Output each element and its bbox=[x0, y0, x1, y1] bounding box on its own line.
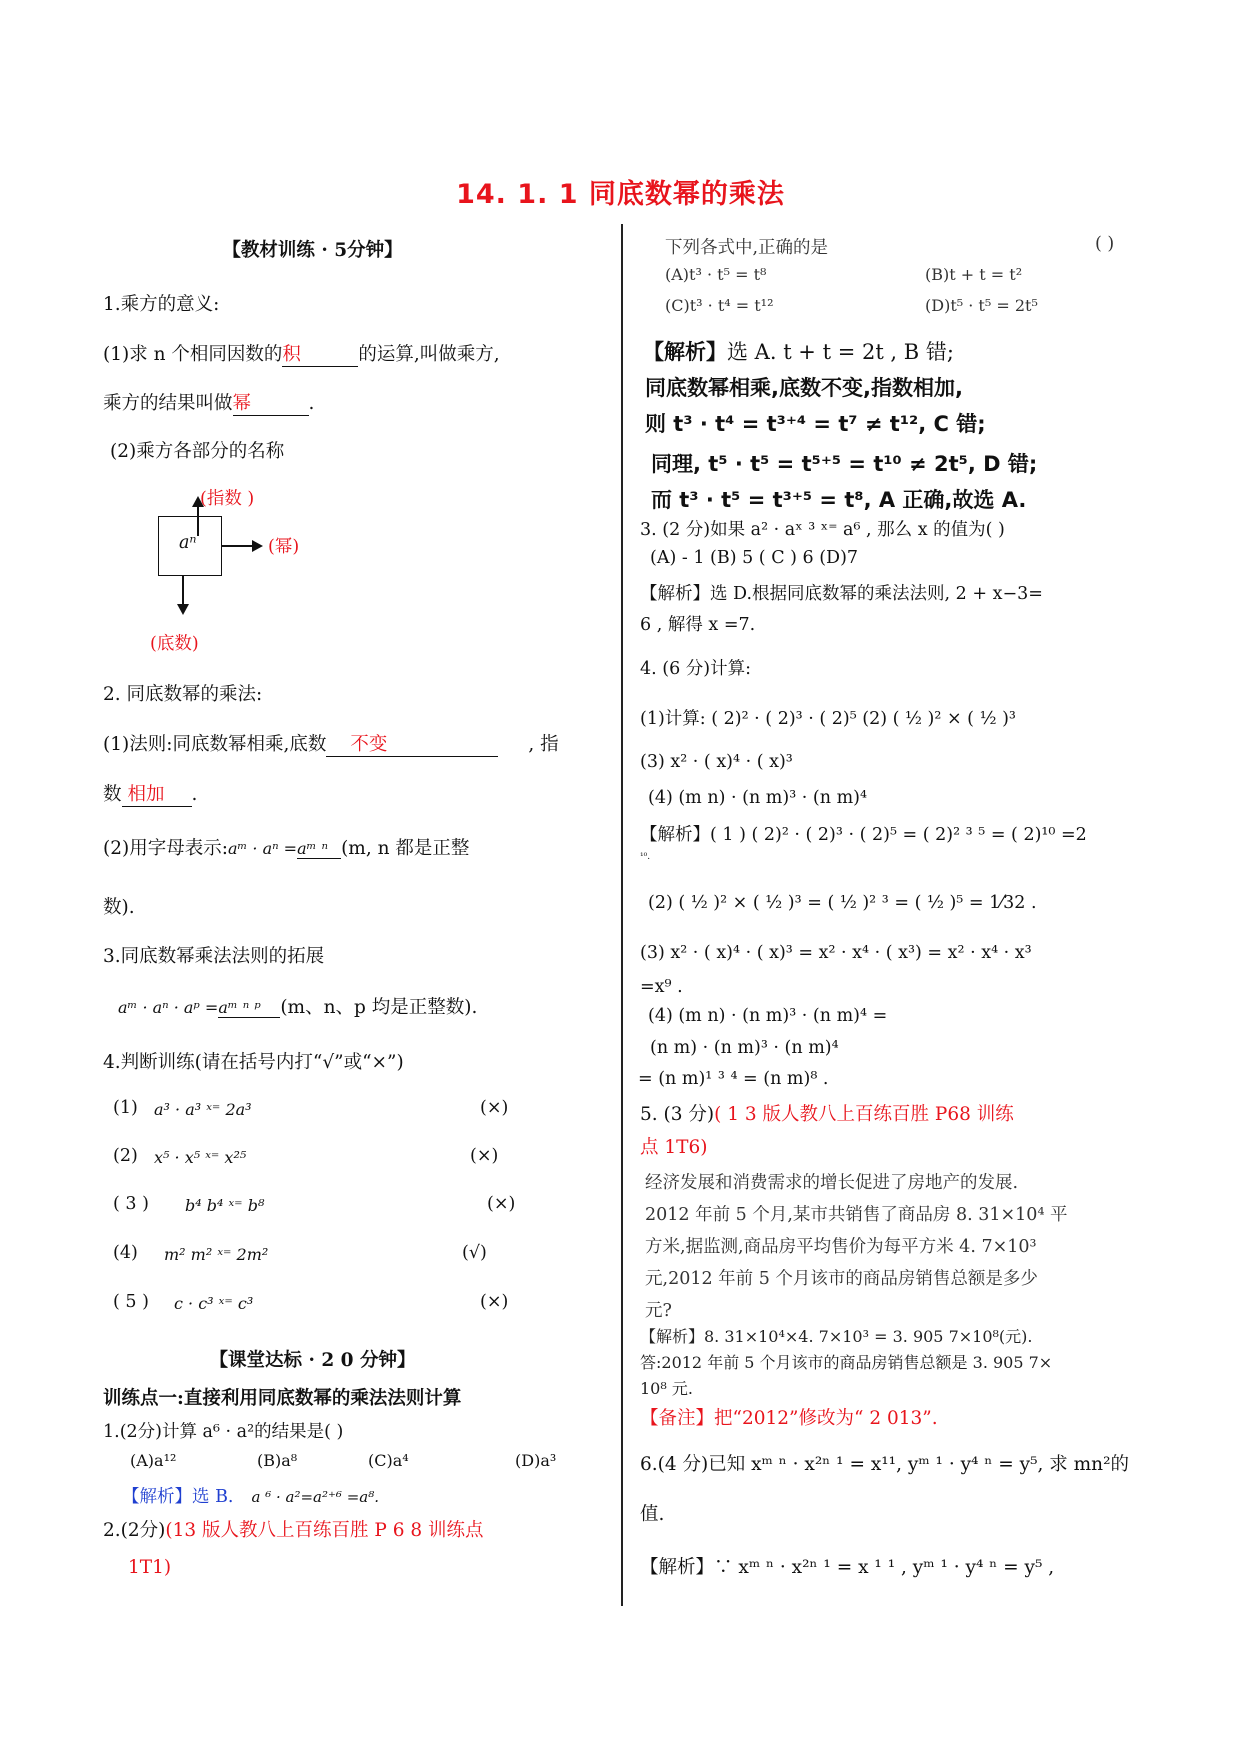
r-q4-analysis-3b: =x⁹ . bbox=[640, 977, 683, 997]
r-q4-4: (4) (m n) · (n m)³ · (n m)⁴ bbox=[648, 788, 868, 808]
r-q2-option-d: (D)t⁵ · t⁵ = 2t⁵ bbox=[925, 296, 1038, 315]
q4-item-expr: a³ · a³ ˣ⁼ 2a³ bbox=[154, 1100, 252, 1119]
r-q5-analysis-1: 【解析】8. 31×10⁴×4. 7×10³ = 3. 905 7×10⁸(元). bbox=[640, 1327, 1033, 1346]
q2-1-prefix: (1)法则:同底数幂相乘,底数 bbox=[103, 734, 327, 755]
q4-item-expr: m² m² ˣ⁼ 2m² bbox=[164, 1245, 269, 1264]
q2-heading: 2. 同底数幂的乘法: bbox=[103, 684, 263, 705]
q3-formula: aᵐ · aⁿ · aᵖ = bbox=[118, 998, 219, 1017]
page-title: 14. 1. 1 同底数幂的乘法 bbox=[456, 179, 785, 210]
p1-q2-note: (13 版人教八上百练百胜 P 6 8 训练点 bbox=[165, 1520, 484, 1541]
q3-suffix: (m、n、p 均是正整数). bbox=[280, 997, 478, 1018]
r-q3-analysis-2: 6 , 解得 x =7. bbox=[640, 615, 756, 635]
diagram-center: aⁿ bbox=[179, 533, 197, 553]
r-q3-analysis-1: 【解析】选 D.根据同底数幂的乘法法则, 2 + x−3= bbox=[640, 584, 1043, 604]
q2-2-prefix: (2)用字母表示: bbox=[103, 838, 228, 859]
q4-item-label: (1) bbox=[113, 1098, 138, 1118]
diagram-label-exponent: (指数 ) bbox=[200, 489, 255, 509]
p1-q1-option: (A)a¹² bbox=[130, 1451, 177, 1470]
q2-2-blank: aᵐ ⁿ bbox=[297, 839, 341, 859]
q4-item-expr: b⁴ b⁴ ˣ⁼ b⁸ bbox=[185, 1196, 265, 1215]
q4-item-answer: (×) bbox=[487, 1194, 516, 1214]
q4-item-label: (2) bbox=[113, 1146, 138, 1166]
r-q5-body-2: 2012 年前 5 个月,某市共销售了商品房 8. 31×10⁴ 平 bbox=[645, 1205, 1068, 1225]
r-q2-analysis-2: 同底数幂相乘,底数不变,指数相加, bbox=[645, 376, 963, 400]
q3-blank: aᵐ ⁿ ᵖ bbox=[218, 998, 280, 1018]
diagram-label-power: (幂) bbox=[268, 537, 300, 557]
q4-item-label: ( 3 ) bbox=[113, 1194, 149, 1214]
r-q2-option-c: (C)t³ · t⁴ = t¹² bbox=[665, 296, 774, 315]
r-q5-body-1: 经济发展和消费需求的增长促进了房地产的发展. bbox=[645, 1173, 1019, 1193]
q1-1b-prefix: 乘方的结果叫做 bbox=[103, 393, 233, 414]
r-q5-analysis-3: 10⁸ 元. bbox=[640, 1379, 693, 1398]
r-q5-body-4: 元,2012 年前 5 个月该市的商品房销售总额是多少 bbox=[645, 1269, 1038, 1289]
q2-1b-line bbox=[103, 780, 197, 807]
p1-q2-note2: 1T1) bbox=[128, 1557, 172, 1578]
column-divider bbox=[621, 224, 623, 1606]
diagram-arrow-up-line bbox=[197, 505, 199, 536]
p1-q1-option: (D)a³ bbox=[515, 1451, 557, 1470]
diagram-arrow-down-line bbox=[182, 575, 184, 606]
q3-heading: 3.同底数幂乘法法则的拓展 bbox=[103, 946, 325, 967]
q2-2b: 数). bbox=[103, 897, 135, 918]
r-q2-option-a: (A)t³ · t⁵ = t⁸ bbox=[665, 265, 767, 284]
r-q2-analysis-3: 则 t³ · t⁴ = t³⁺⁴ = t⁷ ≠ t¹², C 错; bbox=[645, 412, 986, 436]
q4-item-answer: (×) bbox=[480, 1098, 509, 1118]
p1-q1-option: (C)a⁴ bbox=[368, 1451, 409, 1470]
r-q3-line: 3. (2 分)如果 a² · aˣ ³ ˣ⁼ a⁶ , 那么 x 的值为( ) bbox=[640, 520, 1005, 540]
r-q6-analysis: 【解析】∵ xᵐ ⁿ · x²ⁿ ¹ = x ¹ ¹ , yᵐ ¹ · y⁴ ⁿ = y⁵ , bbox=[640, 1557, 1055, 1578]
r-q2-option-b: (B)t + t = t² bbox=[925, 265, 1023, 284]
diagram-label-base: (底数) bbox=[150, 634, 199, 654]
r-q2-stem: 下列各式中,正确的是 bbox=[665, 238, 829, 258]
p1-q1: 1.(2分)计算 a⁶ · a²的结果是( ) bbox=[103, 1422, 344, 1442]
q4-item-label: (4) bbox=[113, 1243, 138, 1263]
r-q6-line2: 值. bbox=[640, 1504, 665, 1525]
arrow-up-icon bbox=[192, 496, 204, 507]
r-q4-analysis-4: (4) (m n) · (n m)³ · (n m)⁴ = bbox=[648, 1006, 888, 1026]
section-heading-classroom: 【课堂达标 · 2 0 分钟】 bbox=[209, 1350, 416, 1371]
q1-heading: 1.乘方的意义: bbox=[103, 294, 220, 315]
q4-item-answer: (√) bbox=[462, 1243, 487, 1263]
section-heading-textbook: 【教材训练 · 5分钟】 bbox=[222, 240, 403, 261]
q2-1-line bbox=[103, 730, 559, 757]
r-q4-3: (3) x² · ( x)⁴ · ( x)³ bbox=[640, 752, 793, 772]
q1-1-suffix: 的运算,叫做乘方, bbox=[358, 344, 500, 365]
q2-1b-suffix: . bbox=[191, 784, 198, 805]
arrow-down-icon bbox=[177, 604, 189, 615]
p1-q2-prefix: 2.(2分) bbox=[103, 1520, 166, 1541]
q2-1b-prefix: 数 bbox=[103, 784, 122, 805]
r-q5-note2: 点 1T6) bbox=[640, 1137, 708, 1158]
point1-heading: 训练点一:直接利用同底数幂的乘法法则计算 bbox=[103, 1388, 462, 1409]
q2-2-line bbox=[103, 834, 469, 860]
r-q3-options: (A) - 1 (B) 5 ( C ) 6 (D)7 bbox=[650, 548, 859, 568]
q3-formula-line bbox=[118, 993, 477, 1019]
r-q4-1: (1)计算: ( 2)² · ( 2)³ · ( 2)⁵ (2) ( ½ )² × ( ½ )³ bbox=[640, 709, 1016, 729]
q1-2: (2)乘方各部分的名称 bbox=[110, 441, 285, 462]
q2-2-formula: aᵐ · aⁿ = bbox=[227, 839, 298, 858]
q4-item-label: ( 5 ) bbox=[113, 1292, 149, 1312]
r-q5-remark: 【备注】把“2012”修改为“ 2 013”. bbox=[640, 1408, 938, 1429]
q1-1-prefix: (1)求 n 个相同因数的 bbox=[103, 344, 283, 365]
r-q4-analysis-3: (3) x² · ( x)⁴ · ( x)³ = x² · x⁴ · ( x³) = x² · x⁴ · x³ bbox=[640, 943, 1032, 963]
arrow-right-icon bbox=[252, 540, 263, 552]
r-q5-note: ( 1 3 版人教八上百练百胜 P68 训练 bbox=[714, 1104, 1014, 1125]
q1-1b-line bbox=[103, 389, 314, 416]
r-q5-analysis-2: 答:2012 年前 5 个月该市的商品房销售总额是 3. 905 7× bbox=[640, 1353, 1053, 1372]
r-q5-body-3: 方米,据监测,商品房平均售价为每平方米 4. 7×10³ bbox=[645, 1237, 1037, 1257]
analysis-choice: 选 B. bbox=[192, 1487, 234, 1507]
q4-item-expr: x⁵ · x⁵ ˣ⁼ x²⁵ bbox=[154, 1148, 247, 1167]
r-q6-line1: 6.(4 分)已知 xᵐ ⁿ · x²ⁿ ¹ = x¹¹, yᵐ ¹ · y⁴ ⁿ = y⁵, 求 mn²的 bbox=[640, 1454, 1129, 1475]
q2-1b-blank: 相加 bbox=[122, 780, 192, 807]
q4-item-answer: (×) bbox=[480, 1292, 509, 1312]
r-q4-analysis-2: (2) ( ½ )² × ( ½ )³ = ( ½ )² ³ = ( ½ )⁵ = 1⁄32 . bbox=[648, 893, 1037, 913]
analysis-label: 【解析】 bbox=[122, 1487, 192, 1507]
q1-1-blank: 积 bbox=[282, 340, 358, 367]
analysis-text: 选 A. t + t = 2t , B 错; bbox=[727, 340, 954, 364]
analysis-body: a ⁶ · a²=a²⁺⁶ =a⁸. bbox=[251, 1488, 379, 1506]
q4-heading: 4.判断训练(请在括号内打“√”或“×”) bbox=[103, 1052, 404, 1073]
r-q4-analysis-4c: = (n m)¹ ³ ⁴ = (n m)⁸ . bbox=[638, 1069, 829, 1089]
r-q5-line bbox=[640, 1100, 1014, 1126]
r-q4-analysis-4b: (n m) · (n m)³ · (n m)⁴ bbox=[650, 1038, 839, 1058]
q1-1-line bbox=[103, 340, 500, 367]
q4-item-expr: c · c³ ˣ⁼ c³ bbox=[174, 1294, 254, 1313]
q2-1-blank: 不变 bbox=[326, 730, 498, 757]
analysis-label: 【解析】 bbox=[643, 340, 727, 364]
q2-2-suffix: (m, n 都是正整 bbox=[341, 838, 470, 859]
q1-1b-blank: 幂 bbox=[233, 389, 309, 416]
r-q5-prefix: 5. (3 分) bbox=[640, 1104, 715, 1125]
r-q2-analysis-1 bbox=[643, 336, 954, 366]
p1-q1-option: (B)a⁸ bbox=[257, 1451, 298, 1470]
r-q5-body-5: 元? bbox=[645, 1301, 672, 1321]
r-q2-analysis-4: 同理, t⁵ · t⁵ = t⁵⁺⁵ = t¹⁰ ≠ 2t⁵, D 错; bbox=[651, 452, 1038, 476]
r-q4-analysis-1: 【解析】( 1 ) ( 2)² · ( 2)³ · ( 2)⁵ = ( 2)² ³ ⁵ = ( 2)¹⁰ =2 bbox=[640, 825, 1087, 845]
r-q4-analysis-1b: ¹⁰. bbox=[640, 852, 651, 862]
diagram-arrow-right-line bbox=[221, 545, 253, 547]
p1-q2-line bbox=[103, 1516, 484, 1542]
r-q2-paren: ( ) bbox=[1095, 234, 1115, 254]
q1-1b-suffix: . bbox=[308, 393, 315, 414]
r-q2-analysis-5: 而 t³ · t⁵ = t³⁺⁵ = t⁸, A 正确,故选 A. bbox=[651, 488, 1027, 512]
q2-1-suffix: , 指 bbox=[528, 734, 559, 755]
r-q4-heading: 4. (6 分)计算: bbox=[640, 659, 752, 679]
q4-item-answer: (×) bbox=[470, 1146, 499, 1166]
p1-q1-analysis bbox=[122, 1483, 379, 1508]
